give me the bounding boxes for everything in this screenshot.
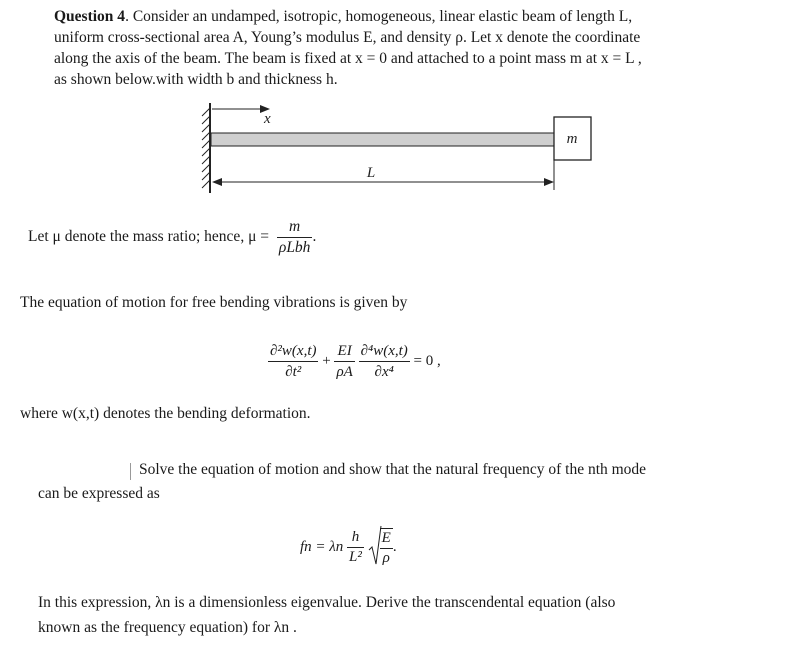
text-cursor [130, 463, 131, 480]
length-label: L [366, 165, 376, 181]
eom-intro: The equation of motion for free bending vibrations is given by [20, 294, 408, 311]
question-paragraph [54, 6, 734, 90]
frequency-formula [300, 524, 397, 570]
final-line-1: In this expression, λn is a dimensionless eigenvalue. Derive the transcendental equation (also [38, 594, 616, 611]
solve-line-1: Solve the equation of motion and show that the natural frequency of the nth mode [139, 461, 647, 478]
mass-label: m [566, 131, 578, 147]
mass-ratio-numerator: m [289, 217, 301, 235]
question-heading: Question 4 [54, 8, 126, 25]
mass-ratio-fraction [277, 217, 313, 258]
beam-figure [190, 98, 610, 198]
eom-coefficient: $\frac{EI}{\rho A}$ [336, 343, 353, 381]
where-text: where w(x,t) denotes the bending deformation. [20, 405, 311, 422]
mass-ratio-line [28, 214, 316, 260]
mass-ratio-text: Let μ denote the mass ratio; hence, μ = [28, 228, 269, 245]
dimension-arrowhead-right [544, 178, 554, 186]
dimension-arrowhead-left [212, 178, 222, 186]
mass-ratio-trail: . [312, 228, 317, 245]
question-line-2: uniform cross-sectional area A, Young’s modulus E, and density ρ. Let x denote the coordinate [54, 29, 641, 46]
eom-term1: $\frac{\text{∂²w(x,t)}}{\text{∂t²}}$ [270, 343, 317, 381]
x-axis-label: x [264, 111, 271, 127]
equation-of-motion [268, 336, 441, 386]
frequency-trail: . [392, 539, 397, 555]
question-line-1: Question 4. Consider an undamped, isotropic, homogeneous, linear elastic beam of length L, [54, 8, 633, 25]
frequency-lhs: fn = λn [300, 539, 344, 555]
sqrt-fraction: $\frac{E}{\rho}$ [381, 530, 391, 567]
sqrt-sign [368, 525, 382, 567]
question-line-3: along the axis of the beam. The beam is fixed at x = 0 and attached to a point mass m at x = L , [54, 50, 642, 67]
frequency-sqrt [368, 525, 393, 571]
question-line-4: as shown below.with width b and thickness h. [54, 71, 338, 88]
eom-plus: + [322, 353, 331, 369]
eom-term2: $\frac{\text{∂⁴w(x,t)}}{\text{∂x⁴}}$ [360, 343, 408, 381]
mass-ratio-denominator: ρLbh [278, 238, 311, 256]
wall-hatching [202, 108, 210, 188]
eom-rhs: = 0 , [413, 353, 441, 369]
solve-line-2: can be expressed as [38, 485, 160, 502]
final-line-2: known as the frequency equation) for λn . [38, 619, 297, 636]
beam [211, 133, 554, 146]
frequency-fraction: $\frac{h}{\text{L²}}$ [349, 529, 362, 566]
